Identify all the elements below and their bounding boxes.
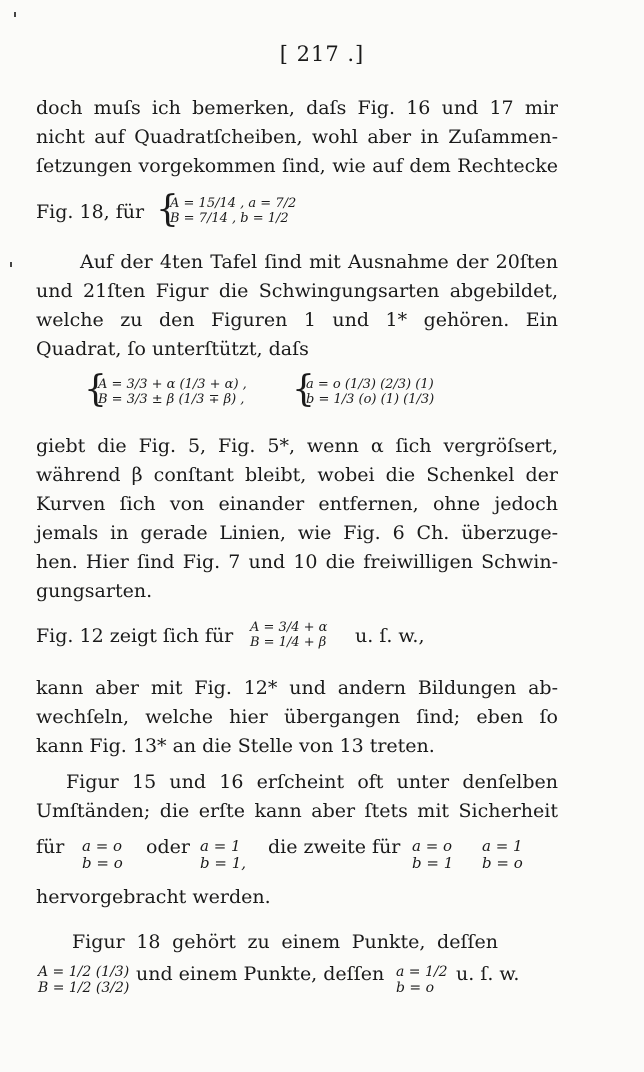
text-fragment: Fig. 12 zeigt ſich für bbox=[36, 625, 234, 647]
text-line: Figur 15 und 16 erſcheint oft unter denſelben bbox=[66, 771, 558, 793]
text-line: wechſeln, welche hier übergangen ſind; eben ſo bbox=[36, 706, 558, 728]
text-line: kann aber mit Fig. 12* und andern Bildungen ab- bbox=[36, 677, 558, 699]
equation-system bbox=[306, 377, 434, 407]
scan-mark bbox=[10, 262, 12, 267]
equation: B = 7/14 , b = 1/2 bbox=[170, 211, 289, 226]
equation: b = 1, bbox=[200, 854, 247, 872]
equation: A = 15/14 , a = 7/2 bbox=[170, 196, 297, 211]
text-line: Umſtänden; die erſte kann aber ſtets mit Sicherheit bbox=[36, 800, 558, 822]
equation: b = o bbox=[482, 854, 523, 872]
text-fragment: Fig. 18, für bbox=[36, 201, 145, 223]
brace-icon: { bbox=[156, 189, 179, 230]
formula-line bbox=[36, 198, 558, 226]
equation: B = 1/2 (3/2) bbox=[38, 980, 130, 996]
equation: B = 1/4 + β bbox=[250, 635, 327, 650]
text-line: kann Fig. 13* an die Stelle von 13 treten. bbox=[36, 735, 435, 757]
equation-system bbox=[38, 964, 129, 996]
text-fragment: für bbox=[36, 836, 65, 858]
equation: a = o bbox=[412, 837, 453, 855]
equation-system bbox=[170, 196, 296, 226]
equation-system bbox=[482, 838, 523, 872]
equation-system bbox=[396, 964, 448, 996]
text-line: Figur 18 gehört zu einem Punkte, deſſen bbox=[72, 931, 498, 953]
equation: a = o bbox=[82, 837, 123, 855]
text-line: hervorgebracht werden. bbox=[36, 886, 271, 908]
equation-system bbox=[250, 620, 327, 650]
page-number: [ 217 .] bbox=[279, 42, 365, 66]
equation: B = 3/3 ± β (1/3 ∓ β) , bbox=[98, 392, 245, 407]
equation: a = 1/2 bbox=[396, 964, 448, 980]
equation-system bbox=[200, 838, 246, 872]
equation: a = 1 bbox=[200, 837, 241, 855]
equation: A = 3/4 + α bbox=[250, 620, 328, 635]
text-line: welche zu den Figuren 1 und 1* gehören. Ein bbox=[36, 309, 558, 331]
text-line: jemals in gerade Linien, wie Fig. 6 Ch. überzuge- bbox=[36, 522, 558, 544]
text-fragment: und einem Punkte, deſſen bbox=[136, 963, 385, 985]
text-line: während β conſtant bleibt, wobei die Schenkel der bbox=[36, 464, 558, 486]
text-line: giebt die Fig. 5, Fig. 5*, wenn α ſich vergröſsert, bbox=[36, 435, 558, 457]
text-line: nicht auf Quadratſcheiben, wohl aber in Zuſammen- bbox=[36, 126, 558, 148]
text-fragment: u. ſ. w., bbox=[355, 625, 425, 647]
equation: b = 1/3 (o) (1) (1/3) bbox=[306, 392, 435, 407]
text-fragment: u. ſ. w. bbox=[456, 963, 520, 985]
equation: a = 1 bbox=[482, 837, 523, 855]
text-line: gungsarten. bbox=[36, 580, 153, 602]
equation: A = 3/3 + α (1/3 + α) , bbox=[98, 377, 247, 392]
equation: b = o bbox=[82, 854, 123, 872]
equation-system bbox=[412, 838, 453, 872]
text-fragment: die zweite für bbox=[268, 836, 401, 858]
equation-system bbox=[98, 377, 247, 407]
equation: a = o (1/3) (2/3) (1) bbox=[306, 377, 434, 392]
text-line: Auf der 4ten Tafel ſind mit Ausnahme der 20ſten bbox=[80, 251, 558, 273]
text-line: Kurven ſich von einander entfernen, ohne jedoch bbox=[36, 493, 558, 515]
text-line: doch muſs ich bemerken, daſs Fig. 16 und 17 mir bbox=[36, 97, 558, 119]
brace-icon: { bbox=[292, 369, 315, 410]
equation: b = 1 bbox=[412, 854, 454, 872]
equation: b = o bbox=[396, 980, 435, 996]
scan-mark bbox=[14, 12, 16, 17]
equation-system bbox=[82, 838, 123, 872]
brace-icon: { bbox=[84, 369, 107, 410]
text-line: Quadrat, ſo unterſtützt, daſs bbox=[36, 338, 309, 360]
equation: A = 1/2 (1/3) bbox=[38, 964, 130, 980]
text-line: ſetzungen vorgekommen ſind, wie auf dem Rechtecke bbox=[36, 155, 558, 177]
text-line: hen. Hier ſind Fig. 7 und 10 die freiwilligen Schwin- bbox=[36, 551, 558, 573]
text-fragment: oder bbox=[146, 836, 190, 858]
text-line: und 21ſten Figur die Schwingungsarten abgebildet, bbox=[36, 280, 558, 302]
